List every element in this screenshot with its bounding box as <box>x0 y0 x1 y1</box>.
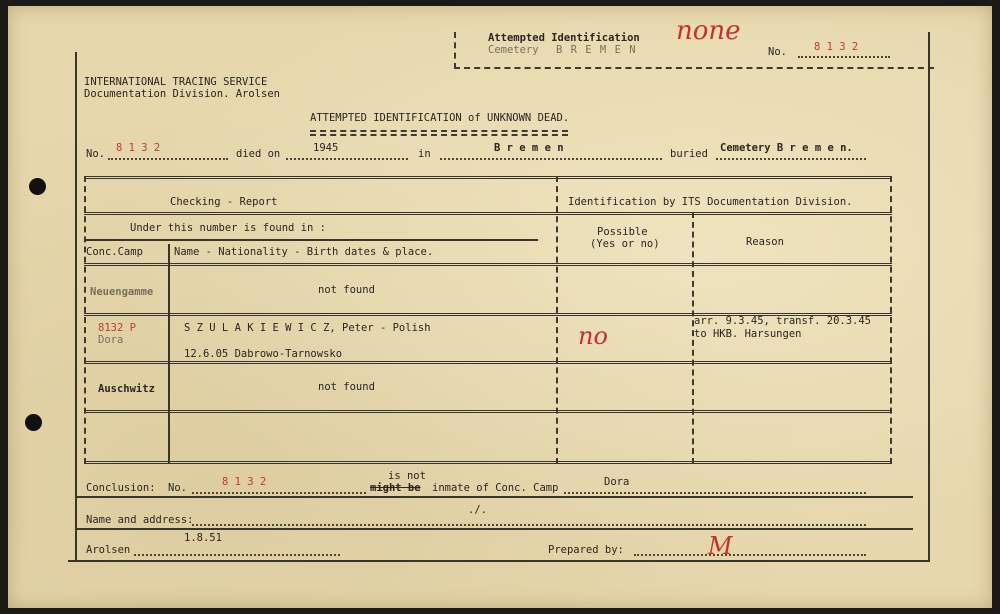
under-number-underline <box>84 239 538 241</box>
row-2-reason-line2: to HKB. Harsungen <box>694 328 802 340</box>
stamp-title: Attempted Identification <box>488 32 640 44</box>
record-no-label: No. <box>86 148 105 160</box>
row-2-camp: 8132 P <box>98 322 136 334</box>
stamp-handwritten-none: none <box>676 16 741 46</box>
stamp-cemetery-label: Cemetery <box>488 44 539 56</box>
row-3-bottom <box>84 410 892 413</box>
form-title-underline <box>310 130 568 132</box>
checking-report-header: Checking - Report <box>170 196 278 208</box>
org-line-1: INTERNATIONAL TRACING SERVICE <box>84 76 268 88</box>
arolsen-dots <box>134 554 340 556</box>
row-2-reason-line1: arr. 9.3.45, transf. 20.3.45 <box>694 315 872 327</box>
table-header-bottom <box>84 263 892 266</box>
record-no-value: 8 1 3 2 <box>116 142 161 154</box>
footer-line-1 <box>75 496 913 498</box>
prepared-by-signature: M <box>708 532 733 560</box>
stamp-no-dots <box>798 56 890 58</box>
record-in-label: in <box>418 148 431 160</box>
arolsen-label: Arolsen <box>86 544 131 556</box>
record-buried-label: buried <box>670 148 708 160</box>
conclusion-is-not: is not <box>388 470 426 482</box>
row-1-camp: Neuengamme <box>90 286 154 298</box>
row-2-camp-line2: Dora <box>98 334 124 346</box>
table-camp-divider <box>168 244 170 464</box>
form-title: ATTEMPTED IDENTIFICATION of UNKNOWN DEAD. <box>310 112 570 124</box>
form-title-underline-2 <box>310 134 568 136</box>
conclusion-no-label: No. <box>168 482 187 494</box>
row-2-name-line1: S Z U L A K I E W I C Z, Peter - Polish <box>184 322 431 334</box>
frame-left-line <box>75 52 77 560</box>
col-possible-header-1: Possible <box>597 226 648 238</box>
table-subheader-line <box>84 212 892 215</box>
conclusion-label: Conclusion: <box>86 482 156 494</box>
table-left-border <box>84 176 86 464</box>
conclusion-no-value: 8 1 3 2 <box>222 476 267 488</box>
document-card <box>8 6 992 608</box>
col-name-header: Name - Nationality - Birth dates & place. <box>174 246 434 258</box>
prepared-by-label: Prepared by: <box>548 544 624 556</box>
footer-bottom-line <box>68 560 930 562</box>
name-address-label: Name and address: <box>86 514 194 526</box>
under-number-header: Under this number is found in : <box>130 222 326 234</box>
punch-hole-top <box>29 178 46 195</box>
footer-line-2 <box>75 528 913 530</box>
record-died-on-value: 1945 <box>313 142 339 154</box>
col-possible-header-2: (Yes or no) <box>590 238 660 250</box>
stamp-cemetery-value: B R E M E N <box>556 44 637 56</box>
row-2-possible: no <box>578 322 608 350</box>
record-died-on-dots <box>286 158 408 160</box>
name-address-value: ./. <box>468 504 487 516</box>
name-address-dots <box>192 524 866 526</box>
conclusion-camp-value: Dora <box>604 476 630 488</box>
table-right-border <box>890 176 892 464</box>
org-line-2: Documentation Division. Arolsen <box>84 88 280 100</box>
date-value: 1.8.51 <box>184 532 222 544</box>
record-buried-dots <box>716 158 866 160</box>
stamp-no-label: No. <box>768 46 787 58</box>
record-buried-value: Cemetery B r e m e n. <box>720 142 853 154</box>
stamp-no-value: 8 1 3 2 <box>814 41 859 53</box>
col-camp-header: Conc.Camp <box>86 246 143 258</box>
prepared-by-dots <box>634 554 866 556</box>
row-1-name: not found <box>318 284 375 296</box>
table-top-border <box>84 176 892 179</box>
punch-hole-bottom <box>25 414 42 431</box>
record-no-dots <box>108 158 228 160</box>
record-died-on-label: died on <box>236 148 281 160</box>
col-reason-header: Reason <box>746 236 784 248</box>
conclusion-inmate-text: inmate of Conc. Camp <box>432 482 559 494</box>
row-3-name: not found <box>318 381 375 393</box>
frame-right-line <box>928 32 930 560</box>
table-bottom-border <box>84 461 892 464</box>
row-3-camp: Auschwitz <box>98 383 155 395</box>
row-2-bottom <box>84 361 892 364</box>
row-2-name-line2: 12.6.05 Dabrowo-Tarnowsko <box>184 348 343 360</box>
conclusion-struck-word: might be <box>370 482 421 494</box>
conclusion-camp-dots <box>564 492 866 494</box>
record-in-value: B r e m e n <box>494 142 564 154</box>
record-in-dots <box>440 158 662 160</box>
table-mid-divider <box>556 176 558 464</box>
identification-header: Identification by ITS Documentation Division. <box>568 196 853 208</box>
conclusion-no-dots <box>192 492 366 494</box>
